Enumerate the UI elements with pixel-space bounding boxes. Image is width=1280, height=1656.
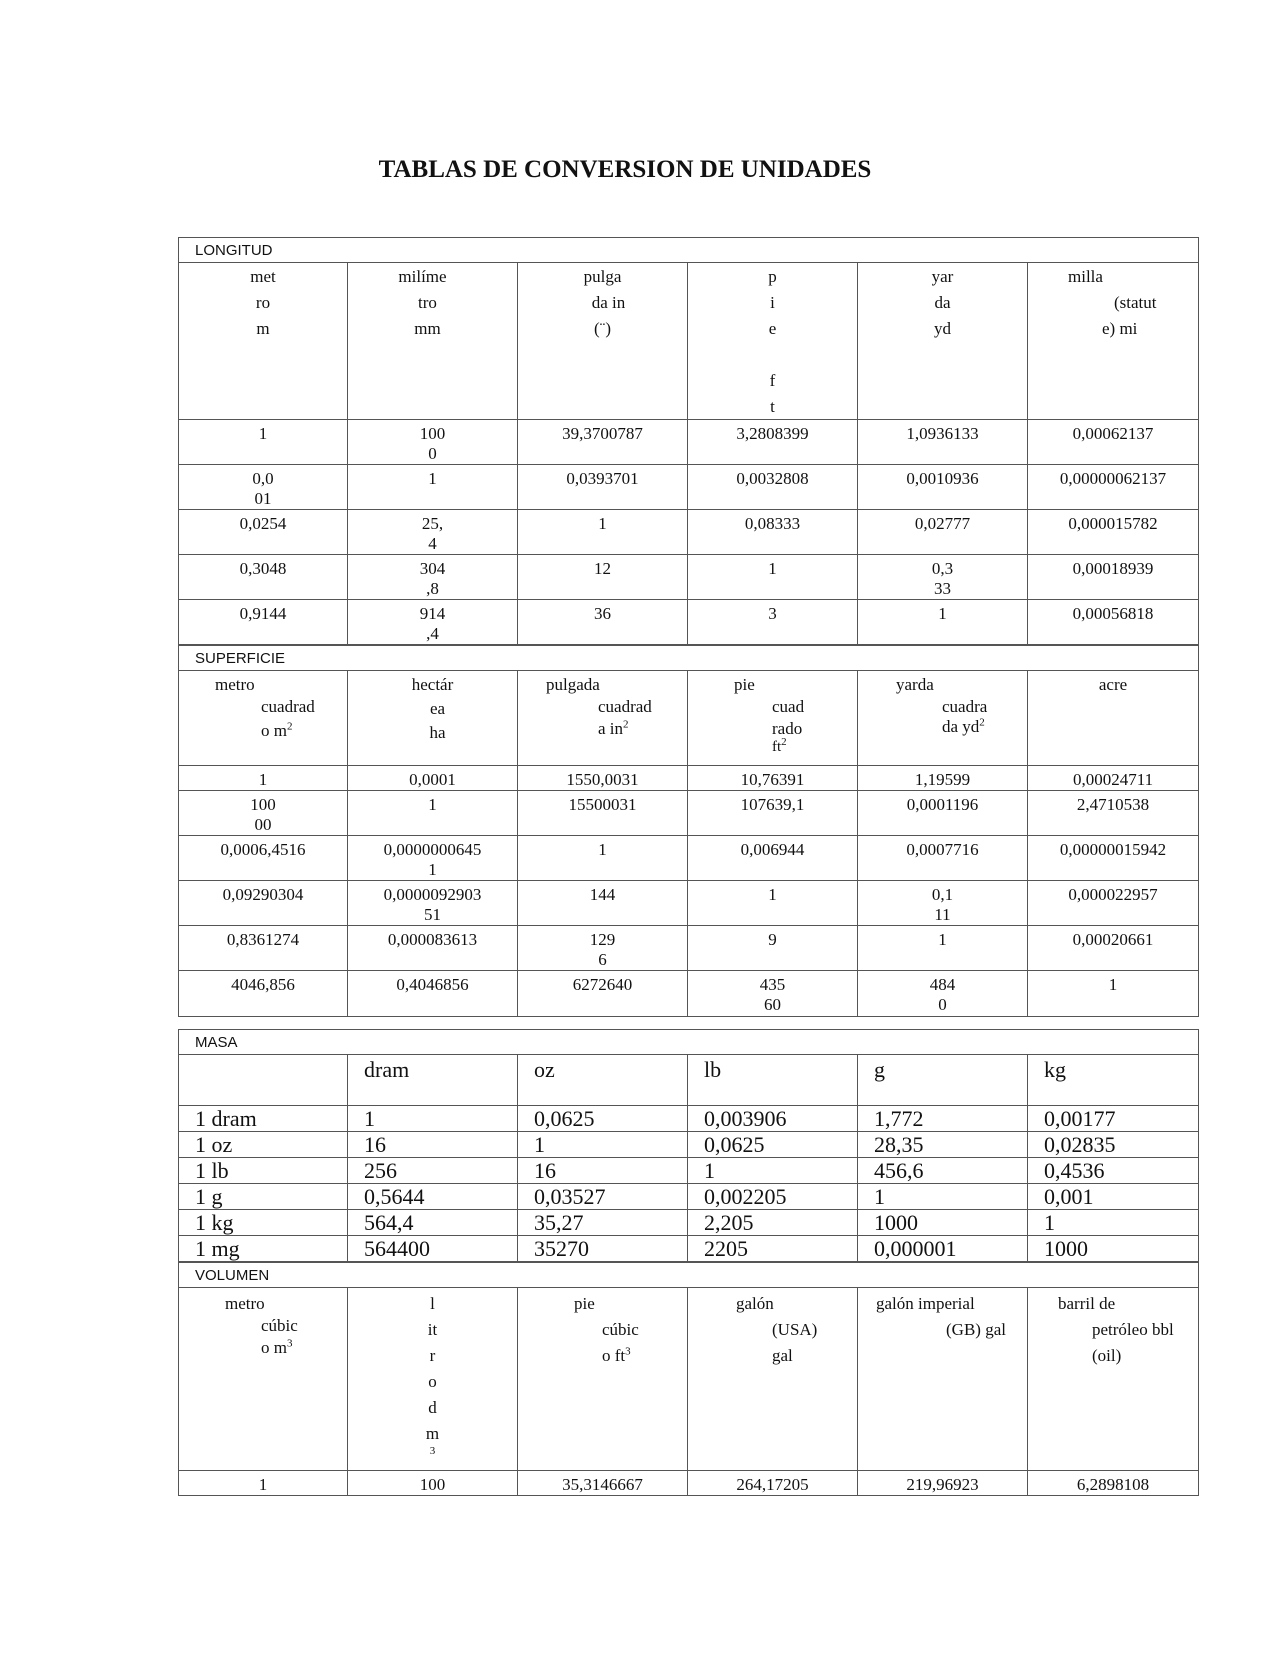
cell-value: 1 bbox=[258, 770, 268, 789]
cell-value: 6 bbox=[598, 950, 607, 969]
cell-value: 0,8361274 bbox=[226, 930, 300, 949]
header-pulgada-cuadrada: pulgada cuadrad a $in^2$ bbox=[518, 671, 688, 766]
longitud-row bbox=[179, 510, 1199, 555]
table-cell: 28,35 bbox=[858, 1132, 1028, 1158]
superficie-row bbox=[179, 926, 1199, 971]
table-cell: 0,000001 bbox=[858, 1236, 1028, 1263]
table-cell: 0,02835 bbox=[1028, 1132, 1199, 1158]
table-cell: 16 bbox=[348, 1132, 518, 1158]
header-milimetro: milíme tro mm bbox=[348, 263, 518, 420]
table-cell bbox=[518, 881, 688, 926]
table-cell bbox=[858, 600, 1028, 646]
cell-value: 10,76391 bbox=[740, 770, 805, 789]
section-longitud: LONGITUD bbox=[179, 238, 1199, 263]
header-lb: lb bbox=[688, 1055, 858, 1106]
cell-value: 1 bbox=[938, 930, 947, 949]
header-barril: barril de petróleo bbl (oil) bbox=[1028, 1288, 1199, 1471]
cell-value: 1,19599 bbox=[914, 770, 971, 789]
cell-value: 51 bbox=[424, 905, 441, 924]
table-cell bbox=[179, 510, 348, 555]
cell-value: 0,0000000645 bbox=[383, 840, 482, 859]
table-cell bbox=[518, 420, 688, 465]
cell-value: 304 bbox=[419, 559, 446, 578]
cell-value: 0,00062137 bbox=[1072, 424, 1154, 443]
longitud-superficie-table bbox=[178, 237, 1199, 1017]
table-cell: 35,27 bbox=[518, 1210, 688, 1236]
cell-value: 1 bbox=[428, 469, 437, 488]
cell-value: 0,02777 bbox=[914, 514, 971, 533]
cell-value: 1 bbox=[768, 885, 777, 904]
volumen-header-row bbox=[179, 1288, 1199, 1471]
cell-value: 11 bbox=[934, 905, 951, 924]
cell-value: 0,0254 bbox=[239, 514, 287, 533]
table-cell: 264,17205 bbox=[688, 1471, 858, 1496]
header-metro-cuadrado: metro cuadrad o $m^2$ bbox=[179, 671, 348, 766]
header-dram: dram bbox=[348, 1055, 518, 1106]
table-cell bbox=[1028, 766, 1199, 791]
table-cell bbox=[518, 510, 688, 555]
cell-value: 0,00056818 bbox=[1072, 604, 1154, 623]
cell-value: 0,3048 bbox=[239, 559, 287, 578]
cell-value: 0,00018939 bbox=[1072, 559, 1154, 578]
cell-value: 00 bbox=[254, 815, 272, 834]
row-label: 1 oz bbox=[179, 1132, 348, 1158]
longitud-row bbox=[179, 555, 1199, 600]
cell-value: 484 bbox=[929, 975, 956, 994]
table-cell bbox=[858, 465, 1028, 510]
cell-value: 144 bbox=[589, 885, 616, 904]
cell-value: 0 bbox=[428, 444, 437, 463]
cell-value: 1 bbox=[598, 840, 607, 859]
header-galon-usa: galón (USA) gal bbox=[688, 1288, 858, 1471]
table-cell: 35270 bbox=[518, 1236, 688, 1263]
cell-value: 1,0936133 bbox=[906, 424, 979, 443]
table-cell bbox=[858, 510, 1028, 555]
cell-value: 0,0000092903 bbox=[383, 885, 482, 904]
cell-value: 01 bbox=[254, 489, 272, 508]
table-cell: 219,96923 bbox=[858, 1471, 1028, 1496]
table-cell bbox=[688, 510, 858, 555]
table-cell bbox=[1028, 600, 1199, 646]
table-cell bbox=[348, 881, 518, 926]
table-cell: 0,0625 bbox=[518, 1106, 688, 1132]
table-cell bbox=[858, 971, 1028, 1017]
superficie-row bbox=[179, 791, 1199, 836]
row-label: 1 dram bbox=[179, 1106, 348, 1132]
table-cell: 0,00177 bbox=[1028, 1106, 1199, 1132]
table-cell bbox=[179, 420, 348, 465]
header-galon-imperial: galón imperial (GB) gal bbox=[858, 1288, 1028, 1471]
table-cell bbox=[518, 926, 688, 971]
cell-value: 0,0032808 bbox=[736, 469, 809, 488]
cell-value: 0,0 bbox=[252, 469, 274, 488]
table-cell: 0,002205 bbox=[688, 1184, 858, 1210]
cell-value: ,4 bbox=[426, 624, 439, 643]
cell-value: 129 bbox=[589, 930, 616, 949]
header-acre: acre bbox=[1028, 671, 1199, 766]
table-cell bbox=[688, 420, 858, 465]
cell-value: 0,09290304 bbox=[222, 885, 304, 904]
table-cell: 1000 bbox=[858, 1210, 1028, 1236]
table-cell: 0,4536 bbox=[1028, 1158, 1199, 1184]
table-cell: 2,205 bbox=[688, 1210, 858, 1236]
row-label: 1 g bbox=[179, 1184, 348, 1210]
table-cell bbox=[688, 971, 858, 1017]
cell-value: 100 bbox=[250, 795, 276, 814]
header-pie: p i e f t bbox=[688, 263, 858, 420]
table-cell bbox=[179, 766, 348, 791]
longitud-header-row bbox=[179, 263, 1199, 420]
cell-value: 1 bbox=[258, 424, 268, 443]
table-cell bbox=[179, 836, 348, 881]
header-yarda: yar da yd bbox=[858, 263, 1028, 420]
table-cell bbox=[688, 465, 858, 510]
cell-value: 25, bbox=[421, 514, 444, 533]
table-cell bbox=[348, 926, 518, 971]
cell-value: 0,00000062137 bbox=[1059, 469, 1167, 488]
table-cell bbox=[518, 555, 688, 600]
cell-value: 0,0006,4516 bbox=[220, 840, 306, 859]
header-milla: milla (statut e) mi bbox=[1028, 263, 1199, 420]
cell-value: 0,0010936 bbox=[906, 469, 979, 488]
masa-row bbox=[179, 1132, 1199, 1158]
cell-value: 0,1 bbox=[931, 885, 954, 904]
table-cell bbox=[518, 836, 688, 881]
table-cell bbox=[858, 926, 1028, 971]
cell-value: 0,006944 bbox=[740, 840, 805, 859]
cell-value: 39,3700787 bbox=[562, 424, 643, 443]
masa-volumen-table bbox=[178, 1029, 1199, 1496]
table-cell bbox=[348, 971, 518, 1017]
cell-value: 12 bbox=[594, 559, 611, 578]
table-cell: 564400 bbox=[348, 1236, 518, 1263]
cell-value: 33 bbox=[934, 579, 951, 598]
table-cell bbox=[348, 420, 518, 465]
table-cell: 0,001 bbox=[1028, 1184, 1199, 1210]
masa-row bbox=[179, 1210, 1199, 1236]
header-oz: oz bbox=[518, 1055, 688, 1106]
cell-value: 107639,1 bbox=[740, 795, 805, 814]
row-label: 1 mg bbox=[179, 1236, 348, 1263]
table-cell bbox=[1028, 926, 1199, 971]
cell-value: 914 bbox=[419, 604, 446, 623]
table-cell bbox=[348, 600, 518, 646]
table-cell: 0,0625 bbox=[688, 1132, 858, 1158]
table-cell bbox=[179, 555, 348, 600]
table-cell bbox=[688, 836, 858, 881]
table-cell bbox=[688, 881, 858, 926]
cell-value: 1 bbox=[1108, 975, 1118, 994]
table-cell bbox=[1028, 881, 1199, 926]
header-yarda-cuadrada: yarda cuadra da $yd^2$ bbox=[858, 671, 1028, 766]
cell-value: 9 bbox=[768, 930, 777, 949]
table-cell bbox=[348, 555, 518, 600]
table-cell: 0,003906 bbox=[688, 1106, 858, 1132]
cell-value: 0,0007716 bbox=[906, 840, 979, 859]
table-cell: 564,4 bbox=[348, 1210, 518, 1236]
cell-value: 1 bbox=[768, 559, 777, 578]
cell-value: 0,4046856 bbox=[396, 975, 469, 994]
header-kg: kg bbox=[1028, 1055, 1199, 1106]
table-cell bbox=[1028, 465, 1199, 510]
cell-value: 15500031 bbox=[568, 795, 637, 814]
cell-value: 6272640 bbox=[572, 975, 633, 994]
cell-value: 2,4710538 bbox=[1076, 795, 1150, 814]
table-cell: 1 bbox=[858, 1184, 1028, 1210]
section-superficie: SUPERFICIE bbox=[179, 645, 1199, 671]
cell-value: 0 bbox=[938, 995, 947, 1014]
table-cell: 2205 bbox=[688, 1236, 858, 1263]
table-cell: 1 bbox=[688, 1158, 858, 1184]
table-cell: 1 bbox=[1028, 1210, 1199, 1236]
cell-value: 0,08333 bbox=[744, 514, 801, 533]
cell-value: 0,0001196 bbox=[906, 795, 979, 814]
table-cell bbox=[1028, 791, 1199, 836]
volumen-row bbox=[179, 1471, 1199, 1496]
row-label: 1 lb bbox=[179, 1158, 348, 1184]
table-cell bbox=[858, 766, 1028, 791]
longitud-row bbox=[179, 420, 1199, 465]
table-cell: 1 bbox=[518, 1132, 688, 1158]
table-cell bbox=[858, 555, 1028, 600]
table-cell: 1000 bbox=[1028, 1236, 1199, 1263]
table-cell bbox=[1028, 555, 1199, 600]
cell-value: 60 bbox=[764, 995, 781, 1014]
table-cell bbox=[1028, 971, 1199, 1017]
cell-value: 1550,0031 bbox=[566, 770, 639, 789]
table-cell bbox=[688, 766, 858, 791]
cell-value: 0,000083613 bbox=[387, 930, 478, 949]
cell-value: 0,00020661 bbox=[1072, 930, 1154, 949]
section-volumen: VOLUMEN bbox=[179, 1262, 1199, 1288]
table-cell bbox=[858, 420, 1028, 465]
table-cell: 456,6 bbox=[858, 1158, 1028, 1184]
table-cell bbox=[858, 881, 1028, 926]
table-cell bbox=[348, 465, 518, 510]
table-cell: 35,3146667 bbox=[518, 1471, 688, 1496]
table-cell bbox=[858, 791, 1028, 836]
table-cell: 1,772 bbox=[858, 1106, 1028, 1132]
cell-value: 1 bbox=[428, 795, 437, 814]
table-cell bbox=[179, 791, 348, 836]
table-cell bbox=[518, 791, 688, 836]
table-cell bbox=[179, 926, 348, 971]
table-cell bbox=[518, 971, 688, 1017]
masa-row bbox=[179, 1158, 1199, 1184]
cell-value: ,8 bbox=[426, 579, 439, 598]
header-g: g bbox=[858, 1055, 1028, 1106]
cell-value: 1 bbox=[428, 860, 437, 879]
table-cell: 1 bbox=[348, 1106, 518, 1132]
cell-value: 4046,856 bbox=[231, 975, 295, 994]
cell-value: 4 bbox=[428, 534, 437, 553]
row-label: 1 kg bbox=[179, 1210, 348, 1236]
table-cell bbox=[688, 600, 858, 646]
longitud-row bbox=[179, 600, 1199, 646]
masa-header-blank bbox=[179, 1055, 348, 1106]
table-cell bbox=[518, 766, 688, 791]
table-cell bbox=[518, 600, 688, 646]
superficie-row bbox=[179, 881, 1199, 926]
cell-value: 0,00024711 bbox=[1072, 770, 1154, 789]
masa-row bbox=[179, 1184, 1199, 1210]
cell-value: 36 bbox=[594, 604, 611, 623]
cell-value: 3,2808399 bbox=[736, 424, 809, 443]
longitud-row bbox=[179, 465, 1199, 510]
header-litro: l it r o d m 3 bbox=[348, 1288, 518, 1471]
table-cell bbox=[348, 836, 518, 881]
cell-value: 0,9144 bbox=[239, 604, 287, 623]
table-cell bbox=[518, 465, 688, 510]
cell-value: 0,0001 bbox=[409, 770, 456, 789]
table-cell bbox=[1028, 836, 1199, 881]
section-masa: MASA bbox=[179, 1030, 1199, 1055]
table-cell bbox=[179, 600, 348, 646]
table-cell: 256 bbox=[348, 1158, 518, 1184]
masa-header-row bbox=[179, 1055, 1199, 1106]
superficie-row bbox=[179, 971, 1199, 1017]
table-cell: 0,03527 bbox=[518, 1184, 688, 1210]
header-pie-cuadrado: pie cuad rado $ft^2$ bbox=[688, 671, 858, 766]
table-cell bbox=[688, 926, 858, 971]
cell-value: 0,00000015942 bbox=[1059, 840, 1167, 859]
cell-value: 435 bbox=[759, 975, 786, 994]
masa-row bbox=[179, 1236, 1199, 1263]
table-cell: 1 bbox=[179, 1471, 348, 1496]
cell-value: 0,000022957 bbox=[1068, 885, 1158, 904]
header-metro: met ro m bbox=[179, 263, 348, 420]
header-pie-cubico: pie cúbic o $ft^3$ bbox=[518, 1288, 688, 1471]
header-metro-cubico: metro cúbic o $m^3$ bbox=[179, 1288, 348, 1471]
cell-value: 1 bbox=[598, 514, 607, 533]
table-cell: 16 bbox=[518, 1158, 688, 1184]
superficie-row bbox=[179, 836, 1199, 881]
table-cell: 100 bbox=[348, 1471, 518, 1496]
table-cell bbox=[1028, 510, 1199, 555]
table-cell bbox=[688, 791, 858, 836]
table-cell bbox=[348, 766, 518, 791]
cell-value: 100 bbox=[419, 424, 446, 443]
table-cell bbox=[348, 791, 518, 836]
cell-value: 0,000015782 bbox=[1068, 514, 1158, 533]
header-hectarea: hectár ea ha bbox=[348, 671, 518, 766]
table-cell bbox=[348, 510, 518, 555]
cell-value: 0,3 bbox=[931, 559, 954, 578]
table-cell bbox=[1028, 420, 1199, 465]
table-cell bbox=[179, 971, 348, 1017]
table-cell bbox=[688, 555, 858, 600]
table-cell: 0,5644 bbox=[348, 1184, 518, 1210]
cell-value: 3 bbox=[768, 604, 777, 623]
page-title: TABLAS DE CONVERSION DE UNIDADES bbox=[378, 156, 872, 183]
header-pulgada: pulga da in (¨) bbox=[518, 263, 688, 420]
table-cell bbox=[179, 465, 348, 510]
superficie-row bbox=[179, 766, 1199, 791]
superficie-header-row bbox=[179, 671, 1199, 766]
cell-value: 0,0393701 bbox=[566, 469, 639, 488]
cell-value: 1 bbox=[938, 604, 947, 623]
table-cell bbox=[858, 836, 1028, 881]
table-cell: 6,2898108 bbox=[1028, 1471, 1199, 1496]
masa-row bbox=[179, 1106, 1199, 1132]
table-cell bbox=[179, 881, 348, 926]
